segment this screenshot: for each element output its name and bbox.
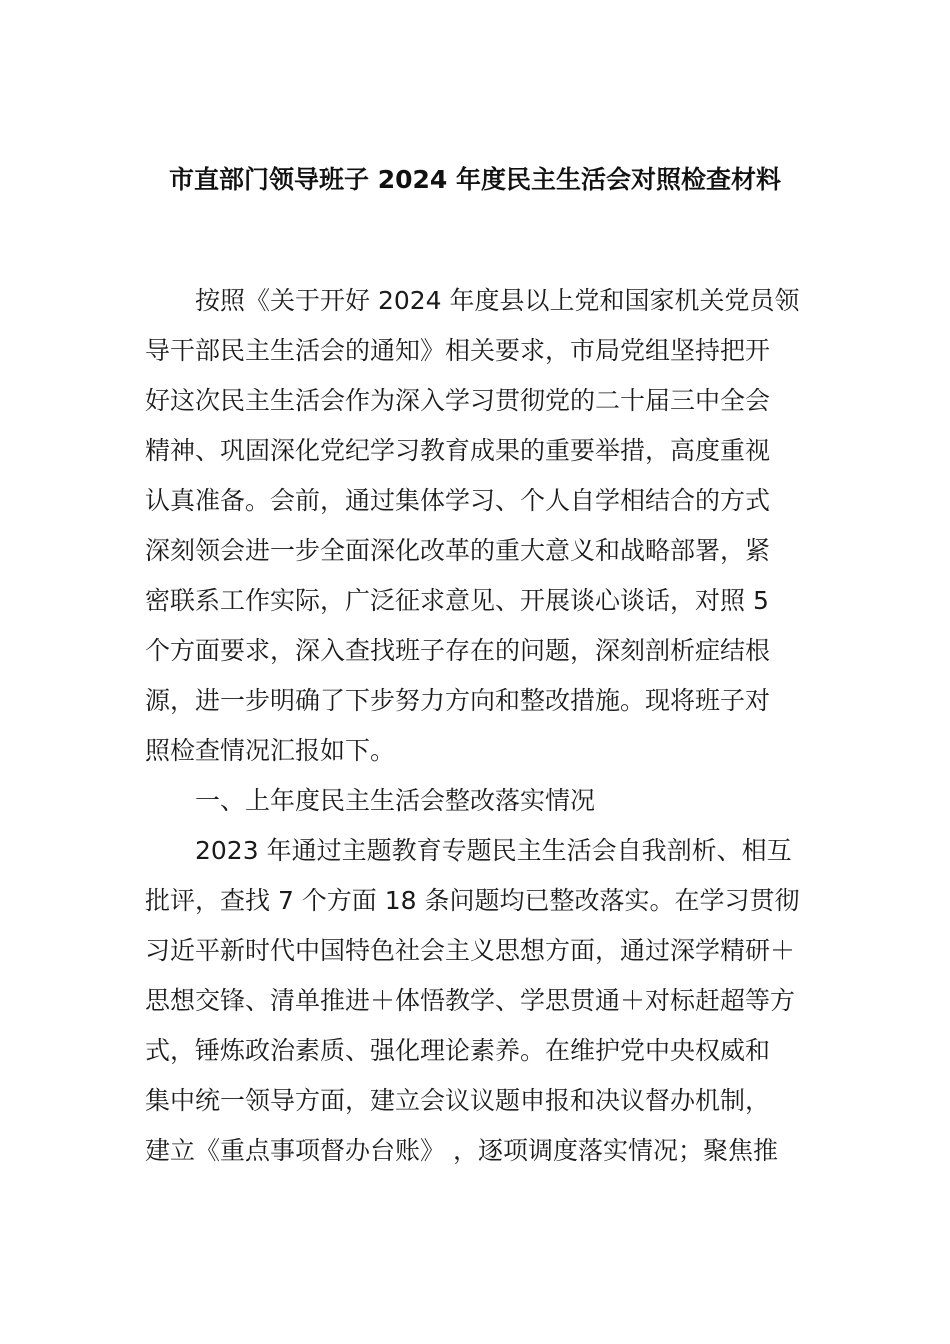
paragraph-line: 2023 年通过主题教育专题民主生活会自我剖析、相互 — [195, 836, 792, 865]
paragraph-line: 源，进一步明确了下步努力方向和整改措施。现将班子对 — [145, 686, 771, 715]
paragraph-line: 认真准备。会前，通过集体学习、个人自学相结合的方式 — [145, 486, 771, 515]
document-title: 市直部门领导班子 2024 年度民主生活会对照检查材料 — [169, 165, 781, 194]
section-heading: 一、上年度民主生活会整改落实情况 — [195, 786, 596, 815]
paragraph-line: 深刻领会进一步全面深化改革的重大意义和战略部署，紧 — [145, 536, 771, 565]
paragraph-line: 批评，查找 7 个方面 18 条问题均已整改落实。在学习贯彻 — [145, 886, 800, 915]
paragraph-line: 思想交锋、清单推进＋体悟教学、学思贯通＋对标赶超等方 — [145, 986, 796, 1015]
paragraph-line: 照检查情况汇报如下。 — [145, 736, 396, 765]
paragraph-line: 建立《重点事项督办台账》 ，逐项调度落实情况；聚焦推 — [145, 1136, 778, 1165]
paragraph-line: 习近平新时代中国特色社会主义思想方面，通过深学精研＋ — [145, 936, 796, 965]
paragraph-line: 集中统一领导方面，建立会议议题申报和决议督办机制， — [145, 1086, 771, 1115]
paragraph-line: 精神、巩固深化党纪学习教育成果的重要举措，高度重视 — [145, 436, 771, 465]
paragraph-line: 按照《关于开好 2024 年度县以上党和国家机关党员领 — [195, 286, 800, 315]
paragraph-line: 导干部民主生活会的通知》相关要求，市局党组坚持把开 — [145, 336, 771, 365]
paragraph-line: 式，锤炼政治素质、强化理论素养。在维护党中央权威和 — [145, 1036, 771, 1065]
paragraph-line: 好这次民主生活会作为深入学习贯彻党的二十届三中全会 — [145, 386, 771, 415]
paragraph-line: 密联系工作实际，广泛征求意见、开展谈心谈话，对照 5 — [145, 586, 769, 615]
paragraph-line: 个方面要求，深入查找班子存在的问题，深刻剖析症结根 — [145, 636, 771, 665]
